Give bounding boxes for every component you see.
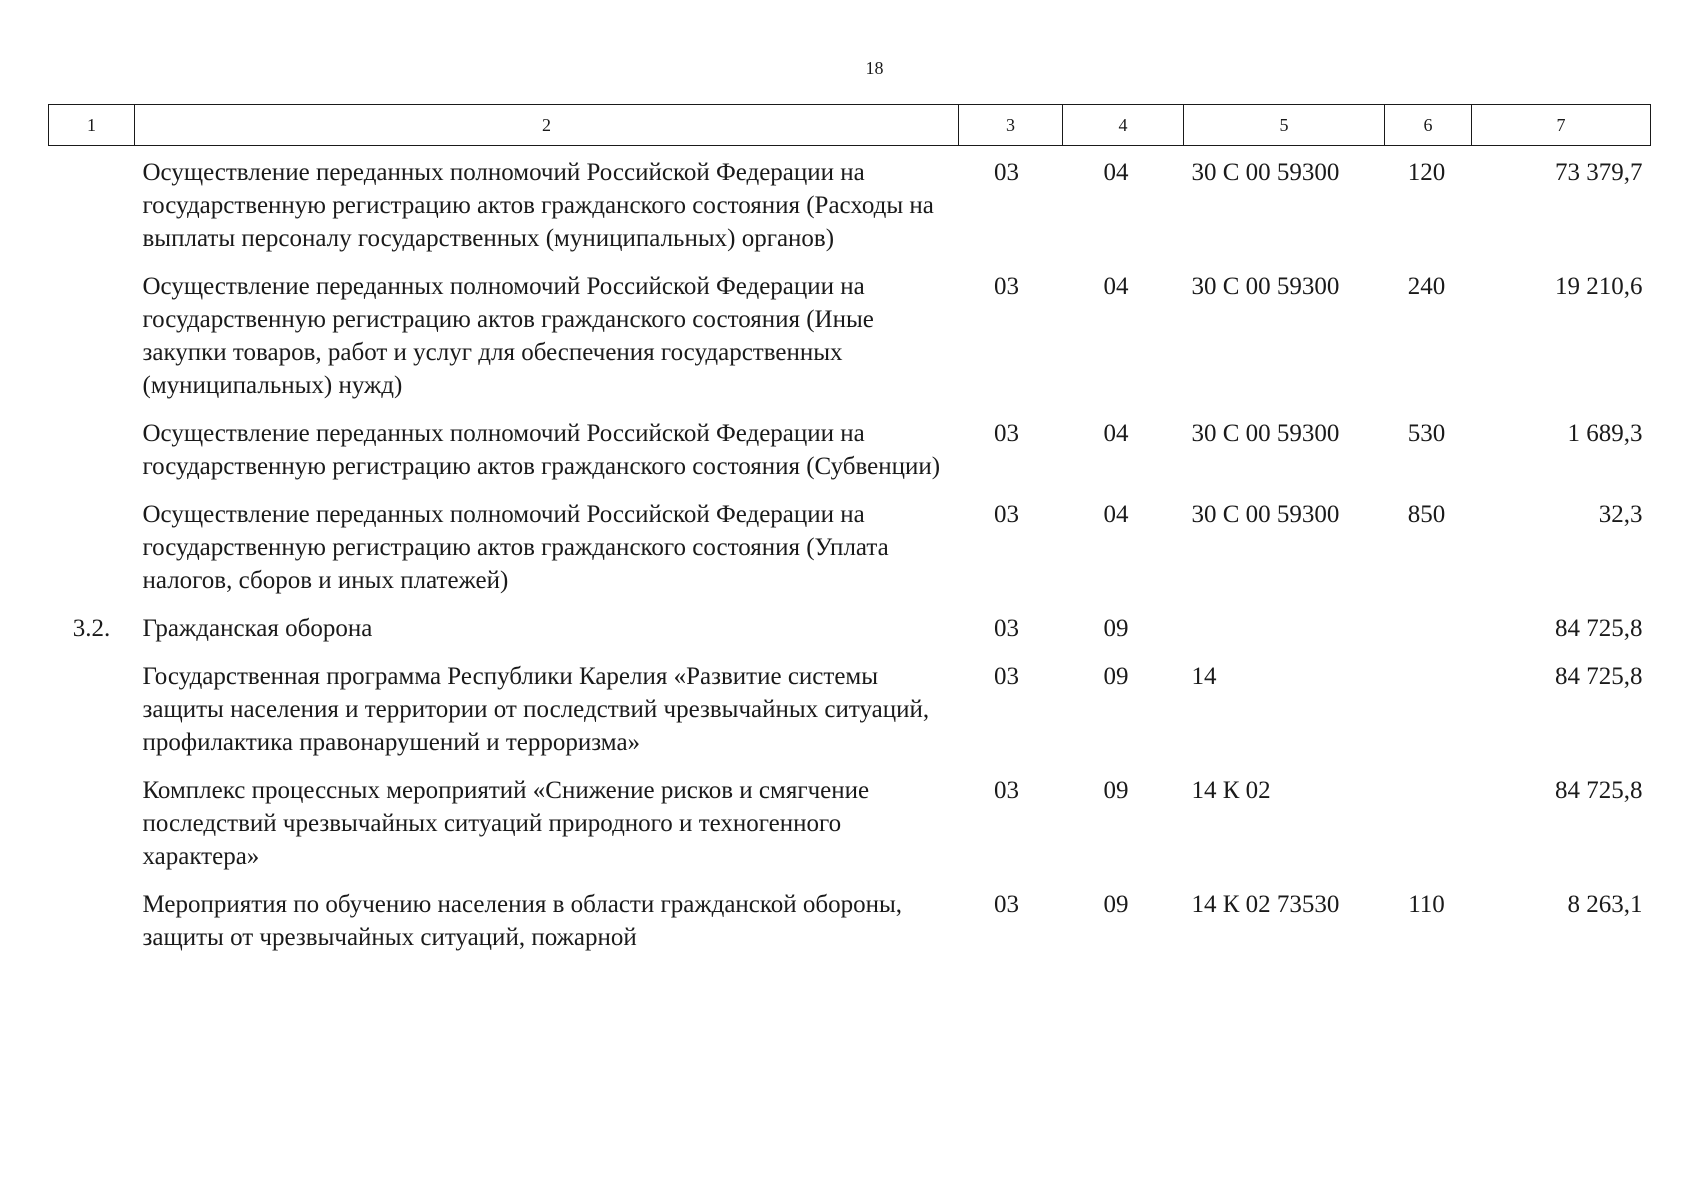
- header-col-6: 6: [1385, 105, 1472, 146]
- table-row: [49, 604, 1651, 652]
- row-name: Государственная программа Республики Карелия «Развитие системы защиты населения и территории от последствий чрезвычайных ситуаций, профилактика правонарушений и терроризма»: [142, 663, 930, 756]
- row-expense-type: 850: [1407, 501, 1446, 528]
- row-section: 03: [994, 420, 1019, 447]
- row-target-article: 30 С 00 59300: [1191, 159, 1340, 186]
- row-expense-type: [1385, 652, 1472, 766]
- header-col-3: 3: [959, 105, 1063, 146]
- row-number: [49, 146, 135, 263]
- row-amount: 1 689,3: [1567, 420, 1643, 447]
- header-col-1: 1: [49, 105, 135, 146]
- table-row: [49, 880, 1651, 961]
- row-amount: 84 725,8: [1555, 777, 1643, 804]
- row-amount: 84 725,8: [1555, 615, 1643, 642]
- row-amount: 32,3: [1598, 501, 1643, 528]
- table-row: [49, 490, 1651, 604]
- row-expense-type: [1385, 766, 1472, 880]
- row-target-article: [1184, 604, 1385, 652]
- row-name: Осуществление переданных полномочий Российской Федерации на государственную регистрацию актов гражданского состояния (Субвенции): [142, 420, 941, 480]
- row-target-article: 30 С 00 59300: [1191, 420, 1340, 447]
- row-number: [49, 652, 135, 766]
- row-section: 03: [994, 891, 1019, 918]
- header-row: [49, 105, 1651, 146]
- row-subsection: 09: [1103, 663, 1129, 690]
- page-number: 18: [865, 58, 884, 78]
- row-amount: 19 210,6: [1555, 273, 1643, 300]
- row-number: [49, 766, 135, 880]
- row-subsection: 04: [1103, 273, 1129, 300]
- header-col-7: 7: [1472, 105, 1651, 146]
- row-number: [49, 409, 135, 490]
- row-section: 03: [994, 501, 1019, 528]
- row-name: Осуществление переданных полномочий Российской Федерации на государственную регистрацию актов гражданского состояния (Уплата налогов, сборов и иных платежей): [142, 501, 889, 594]
- row-number: 3.2.: [72, 615, 111, 642]
- row-name: Осуществление переданных полномочий Российской Федерации на государственную регистрацию актов гражданского состояния (Иные закупки товаров, работ и услуг для обеспечения государственных (муниципальных) нужд): [142, 273, 874, 399]
- row-number: [49, 880, 135, 961]
- row-amount: 8 263,1: [1567, 891, 1643, 918]
- row-subsection: 09: [1103, 777, 1129, 804]
- table-row: [49, 766, 1651, 880]
- row-name: Мероприятия по обучению населения в области гражданской обороны, защиты от чрезвычайных ситуаций, пожарной: [142, 891, 903, 951]
- row-amount: 84 725,8: [1555, 663, 1643, 690]
- row-section: 03: [994, 777, 1019, 804]
- row-subsection: 09: [1103, 891, 1129, 918]
- row-amount: 73 379,7: [1555, 159, 1643, 186]
- budget-table: [48, 104, 1651, 961]
- row-number: [49, 262, 135, 409]
- row-expense-type: 240: [1407, 273, 1446, 300]
- table-row: [49, 146, 1651, 263]
- row-subsection: 04: [1103, 501, 1129, 528]
- row-expense-type: 530: [1407, 420, 1446, 447]
- row-name: Комплекс процессных мероприятий «Снижение рисков и смягчение последствий чрезвычайных ситуаций природного и техногенного характера»: [142, 777, 870, 870]
- row-name: Осуществление переданных полномочий Российской Федерации на государственную регистрацию актов гражданского состояния (Расходы на выплаты персоналу государственных (муниципальных) органов): [142, 159, 934, 252]
- row-section: 03: [994, 159, 1019, 186]
- header-col-5: 5: [1184, 105, 1385, 146]
- header-col-4: 4: [1063, 105, 1184, 146]
- row-section: 03: [994, 273, 1019, 300]
- row-name: Гражданская оборона: [142, 615, 373, 642]
- header-col-2: 2: [135, 105, 959, 146]
- row-expense-type: 110: [1408, 891, 1445, 918]
- row-section: 03: [994, 663, 1019, 690]
- row-target-article: 30 С 00 59300: [1191, 273, 1340, 300]
- row-target-article: 30 С 00 59300: [1191, 501, 1340, 528]
- row-subsection: 04: [1103, 420, 1129, 447]
- row-subsection: 04: [1103, 159, 1129, 186]
- row-section: 03: [994, 615, 1019, 642]
- row-subsection: 09: [1103, 615, 1129, 642]
- row-expense-type: [1385, 604, 1472, 652]
- row-number: [49, 490, 135, 604]
- table-row: [49, 652, 1651, 766]
- table-row: [49, 262, 1651, 409]
- row-target-article: 14 К 02: [1191, 777, 1271, 804]
- row-target-article: 14 К 02 73530: [1191, 891, 1340, 918]
- row-target-article: 14: [1191, 663, 1217, 690]
- table-row: [49, 409, 1651, 490]
- row-expense-type: 120: [1407, 159, 1446, 186]
